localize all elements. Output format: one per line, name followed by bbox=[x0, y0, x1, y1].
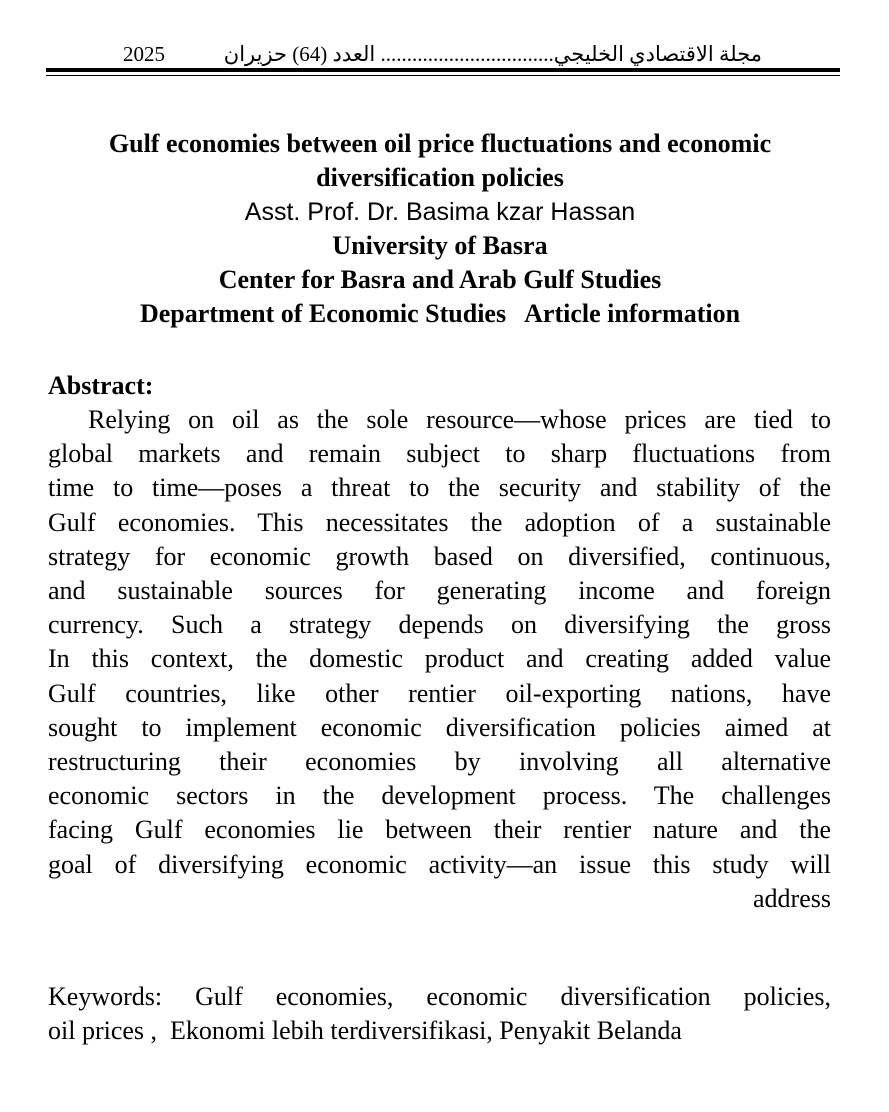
header-rule-thin bbox=[46, 75, 840, 76]
abstract-line: currency. Such a strategy depends on diversifying the gross bbox=[48, 610, 831, 640]
keywords-line-1: Keywords: Gulf economies, economic diversification policies, bbox=[48, 982, 831, 1011]
abstract-line: Gulf countries, like other rentier oil-exporting nations, have bbox=[48, 678, 831, 708]
abstract-line: strategy for economic growth based on diversified, continuous, bbox=[48, 541, 831, 571]
article-title-line-1: Gulf economies between oil price fluctuations and economic bbox=[108, 129, 772, 158]
abstract-heading: Abstract: bbox=[48, 371, 154, 400]
author-name: Asst. Prof. Dr. Basima kzar Hassan bbox=[244, 198, 636, 226]
header-rule-thick bbox=[46, 68, 840, 72]
abstract-line: Gulf economies. This necessitates the adoption of a sustainable bbox=[48, 507, 831, 537]
title-block bbox=[40, 127, 840, 331]
affiliation-university: University of Basra bbox=[332, 231, 548, 260]
abstract-line: Relying on oil as the sole resource—whose prices are tied to bbox=[88, 405, 831, 434]
abstract-line: sought to implement economic diversification policies aimed at bbox=[48, 712, 831, 742]
abstract-line: and sustainable sources for generating income and foreign bbox=[48, 576, 831, 606]
abstract-line: time to time—poses a threat to the security and stability of the bbox=[48, 473, 831, 503]
abstract-line: global markets and remain subject to sharp fluctuations from bbox=[48, 439, 831, 469]
abstract-line: address bbox=[753, 883, 831, 913]
abstract-line: restructuring their economies by involving all alternative bbox=[48, 747, 831, 777]
abstract-line: In this context, the domestic product and creating added value bbox=[48, 644, 831, 674]
abstract-line: goal of diversifying economic activity—an issue this study will bbox=[48, 849, 831, 879]
header-year: 2025 bbox=[123, 42, 165, 66]
abstract-line: economic sectors in the development process. The challenges bbox=[48, 781, 831, 811]
page-header bbox=[46, 36, 840, 72]
article-title-line-2: diversification policies bbox=[316, 163, 564, 192]
abstract-body bbox=[48, 403, 831, 916]
abstract-line: facing Gulf economies lie between their rentier nature and the bbox=[48, 815, 831, 845]
header-journal-issue: مجلة الاقتصادي الخليجي................................. العدد (64) حزيران bbox=[223, 42, 762, 66]
keywords-line-2: oil prices , Ekonomi lebih terdiversifikasi, Penyakit Belanda bbox=[48, 1016, 682, 1045]
affiliation-department: Department of Economic Studies Article information bbox=[139, 299, 741, 328]
affiliation-center: Center for Basra and Arab Gulf Studies bbox=[218, 265, 662, 294]
keywords-block bbox=[48, 980, 831, 1048]
